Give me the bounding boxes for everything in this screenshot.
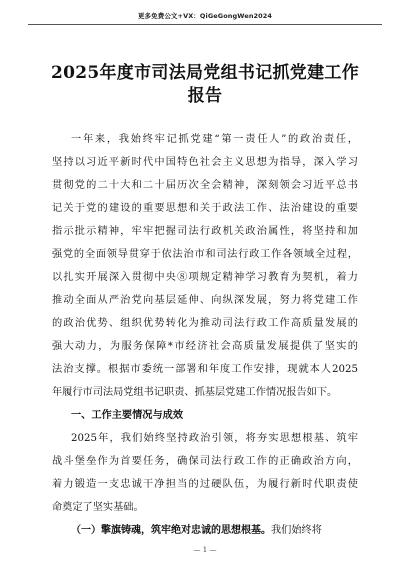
body-line: 贯彻党的二十大和二十届历次全会精神，深刻领会习近平总书 [52, 180, 358, 191]
body-line: 以扎实开展深入贯彻中央⑧项规定精神学习教育为契机，着力 [52, 272, 358, 283]
title-line-1: 2025年度市司法局党组书记抓党建工作 [50, 63, 359, 83]
body-line: 的政治优势、组织优势转化为推动司法行政工作高质量发展的 [52, 318, 358, 329]
body-line: 指示批示精神，牢牢把握司法行政机关政治属性，将坚持和加 [52, 226, 358, 237]
document-title [40, 62, 370, 108]
body-line: 2025年，我们始终坚持政治引领，将夯实思想根基、筑牢 [71, 433, 358, 444]
body-line: 命奠定了坚实基础。 [52, 502, 144, 513]
body-line: 强党的全面领导贯穿于依法治市和司法行政工作各领域全过程， [52, 249, 358, 260]
header-divider [28, 24, 382, 25]
body-line: 强大动力，为服务保障*市经济社会高质量发展提供了坚实的 [52, 341, 358, 352]
subsection-heading: （一）擎旗铸魂，筑牢绝对忠诚的思想根基。 [71, 525, 271, 536]
body-line: 着力锻造一支忠诚干净担当的过硬队伍，为履行新时代职责使 [52, 479, 358, 490]
section-heading: 一、工作主要情况与成效 [71, 410, 184, 421]
body-line: 一年来，我始终牢记抓党建“第一责任人”的政治责任， [71, 134, 358, 145]
body-line: 年履行市司法局党组书记职责、抓基层党建工作情况报告如下。 [52, 387, 338, 398]
title-line-2: 报告 [187, 86, 223, 106]
document-body [52, 128, 358, 542]
body-line: 法治支撑。根据市委统一部署和年度工作安排，现就本人2025 [52, 364, 358, 375]
page-header: 更多免费公文+VX：QiGeGongWen2024 [137, 12, 273, 20]
subsection-text: 我们始终将 [271, 525, 322, 536]
body-line: 战斗堡垒作为首要任务，确保司法行政工作的正确政治方向， [52, 456, 358, 467]
body-line: 坚持以习近平新时代中国特色社会主义思想为指导，深入学习 [52, 157, 358, 168]
subsection-line [52, 519, 358, 542]
body-line: 推动全面从严治党向基层延伸、向纵深发展，努力将党建工作 [52, 295, 358, 306]
body-line: 记关于党的建设的重要思想和关于政法工作、法治建设的重要 [52, 203, 358, 214]
page-number: — 1 — [193, 546, 217, 554]
